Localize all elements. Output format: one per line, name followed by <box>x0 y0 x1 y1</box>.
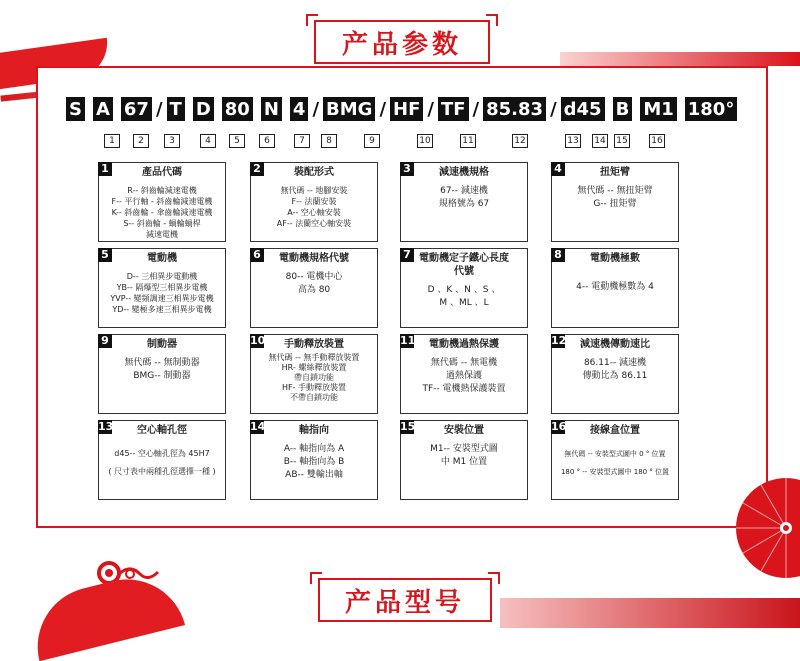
card-title: 減速機規格 <box>439 167 489 178</box>
code-index: 10 <box>417 134 433 148</box>
card-number: 3 <box>400 162 414 176</box>
card-line: K-- 斜齒輪 - 傘齒輪減速電機 <box>111 208 213 217</box>
card-line: F-- 法蘭安裝 <box>291 197 337 206</box>
card-line: S-- 斜齒輪 - 蝸輪蝸桿 <box>123 219 201 228</box>
decor-fan-icon <box>728 470 800 580</box>
model-code-strip <box>66 96 737 122</box>
code-seg-14: B <box>613 97 633 121</box>
code-index: 16 <box>649 134 665 148</box>
code-index: 13 <box>565 134 581 148</box>
param-card-10 <box>250 334 378 414</box>
code-seg-4: T <box>167 97 185 121</box>
code-seg-6: 80 <box>222 97 253 121</box>
card-line: 過熱保護 <box>445 371 482 381</box>
card-line: B-- 軸指向為 B <box>283 457 345 467</box>
card-line: 無代碼 -- 無扭矩臂 <box>577 186 653 196</box>
code-sep: / <box>427 98 434 120</box>
card-number: 9 <box>98 334 112 348</box>
card-line: 無代碼 -- 無手動釋放裝置 <box>268 353 360 362</box>
code-index: 1 <box>104 134 120 148</box>
code-index: 14 <box>592 134 608 148</box>
card-number: 16 <box>551 420 567 433</box>
code-sep: / <box>472 98 480 120</box>
card-number: 10 <box>250 334 266 347</box>
card-line: M 、ML 、L <box>439 298 489 308</box>
card-title: 減速機傳動速比 <box>580 339 650 350</box>
code-seg-15: M1 <box>640 97 676 121</box>
card-line: 無代碼 -- 無電機 <box>430 358 498 368</box>
code-index: 11 <box>460 134 476 148</box>
card-line: 67-- 減速機 <box>440 186 488 196</box>
card-number: 4 <box>551 162 565 176</box>
code-index: 15 <box>614 134 630 148</box>
card-line: 減速電機 <box>146 230 178 239</box>
code-seg-9: BMG <box>323 97 375 121</box>
card-line: HR- 螺絲釋放裝置 <box>281 363 347 372</box>
card-title: 產品代碼 <box>142 167 182 178</box>
card-line: 4-- 電動機極數為 4 <box>576 282 654 292</box>
card-line: F-- 平行軸 - 斜齒輪減速電機 <box>111 197 213 206</box>
card-title: 扭矩臂 <box>600 167 630 178</box>
code-seg-7: N <box>261 97 282 121</box>
param-card-1 <box>98 162 226 242</box>
card-number: 15 <box>400 420 416 433</box>
code-seg-5: D <box>193 97 214 121</box>
param-card-4 <box>551 162 679 242</box>
code-index: 2 <box>133 134 149 148</box>
card-number: 8 <box>551 248 565 262</box>
decor-band-bottom-right <box>500 598 800 628</box>
model-title-text: 产品型号 <box>344 587 465 618</box>
card-number: 5 <box>98 248 112 262</box>
card-line: 無代碼 -- 安裝型式圖中 0 ° 位置 <box>564 450 666 458</box>
card-line: BMG-- 制動器 <box>133 371 191 381</box>
card-line: 傳動比為 86.11 <box>582 371 648 381</box>
card-line: 86.11-- 減速機 <box>583 358 647 368</box>
card-number: 6 <box>250 248 264 262</box>
code-seg-10: HF <box>390 97 423 121</box>
card-line: 不帶自鎖功能 <box>290 393 338 402</box>
card-line: AB-- 雙輸出軸 <box>285 470 343 480</box>
params-title-text: 产品参数 <box>341 29 462 60</box>
code-index: 4 <box>200 134 216 148</box>
card-title: 裝配形式 <box>294 167 334 178</box>
card-title: 電動機 <box>147 253 177 264</box>
code-seg-8: 4 <box>290 97 309 121</box>
param-card-11 <box>400 334 528 414</box>
card-line: G-- 扭矩臂 <box>593 199 637 209</box>
code-sep: / <box>379 98 387 120</box>
param-card-2 <box>250 162 378 242</box>
code-seg-3: 67 <box>121 97 152 121</box>
card-title: 空心軸孔徑 <box>137 425 187 436</box>
code-seg-12: 85.83 <box>483 97 546 121</box>
param-card-3 <box>400 162 528 242</box>
card-line: 180 ° -- 安裝型式圖中 180 ° 位置 <box>560 468 670 476</box>
code-seg-13: d45 <box>561 97 605 121</box>
card-line: M1-- 安裝型式圖 <box>430 444 498 454</box>
code-index-row <box>0 134 800 148</box>
param-card-13 <box>98 420 226 500</box>
card-line: 帶自鎖功能 <box>294 373 334 382</box>
card-number: 1 <box>98 162 112 176</box>
code-index: 8 <box>321 134 337 148</box>
param-card-7 <box>400 248 528 328</box>
card-line: D-- 三相異步電動機 <box>126 272 198 281</box>
code-index: 3 <box>164 134 180 148</box>
param-card-15 <box>400 420 528 500</box>
code-sep: / <box>550 98 557 120</box>
code-index: 5 <box>229 134 245 148</box>
card-line: 80-- 電機中心 <box>285 272 343 282</box>
card-number: 11 <box>400 334 416 347</box>
code-index: 9 <box>364 134 380 148</box>
card-line: YB-- 隔爆型三相異步電機 <box>116 283 208 292</box>
code-index: 7 <box>294 134 310 148</box>
card-title: 電動機極數 <box>590 253 640 264</box>
card-number: 7 <box>400 248 414 262</box>
card-line: TF-- 電機熱保護裝置 <box>422 384 506 394</box>
card-title: 電動機過熱保護 <box>429 339 499 350</box>
card-line: d45-- 空心軸孔徑為 45H7 <box>114 449 210 458</box>
card-title: 接線盒位置 <box>590 425 640 436</box>
card-line: YD-- 變極多速三相異步電機 <box>112 305 212 314</box>
card-line: R-- 斜齒輪減速電機 <box>127 186 197 195</box>
card-line: 無代碼 -- 地腳安裝 <box>280 186 348 195</box>
code-sep: / <box>312 98 320 120</box>
card-line: A-- 軸指向為 A <box>283 444 345 454</box>
param-card-8 <box>551 248 679 328</box>
card-line: 中 M1 位置 <box>440 457 488 467</box>
card-number: 2 <box>250 162 264 176</box>
card-title: 電動機定子鐵心長度代號 <box>419 253 509 277</box>
param-card-16 <box>551 420 679 500</box>
code-sep: / <box>155 98 163 120</box>
param-card-14 <box>250 420 378 500</box>
decor-band-top-right <box>560 52 800 66</box>
card-line: D 、K 、N 、S 、 <box>427 285 501 295</box>
code-seg-11: TF <box>438 97 469 121</box>
card-title: 安裝位置 <box>444 425 484 436</box>
card-title: 制動器 <box>147 339 177 350</box>
card-line: ( 尺寸表中兩種孔徑選擇一種 ) <box>108 467 216 476</box>
card-number: 12 <box>551 334 567 347</box>
param-card-9 <box>98 334 226 414</box>
param-card-5 <box>98 248 226 328</box>
card-line: 無代碼 -- 無制動器 <box>124 358 200 368</box>
card-line: HF- 手動釋放裝置 <box>281 383 347 392</box>
card-line: AF-- 法蘭空心軸安裝 <box>276 219 352 228</box>
card-title: 軸指向 <box>299 425 329 436</box>
section-title-params <box>314 20 490 64</box>
card-line: A-- 空心軸安裝 <box>287 208 341 217</box>
card-title: 電動機規格代號 <box>279 253 349 264</box>
code-index: 6 <box>259 134 275 148</box>
code-seg-1: S <box>66 97 85 121</box>
code-seg-2: A <box>93 97 113 121</box>
code-seg-16: 180° <box>685 97 738 121</box>
card-line: YVP-- 變頻調速三相異步電機 <box>110 294 214 303</box>
card-number: 14 <box>250 420 266 433</box>
param-card-6 <box>250 248 378 328</box>
card-title: 手動釋放裝置 <box>284 339 344 350</box>
param-card-12 <box>551 334 679 414</box>
card-line: 高為 80 <box>297 285 331 295</box>
card-number: 13 <box>98 420 114 433</box>
section-title-model <box>318 578 492 622</box>
code-index: 12 <box>512 134 528 148</box>
card-line: 規格號為 67 <box>438 199 490 209</box>
